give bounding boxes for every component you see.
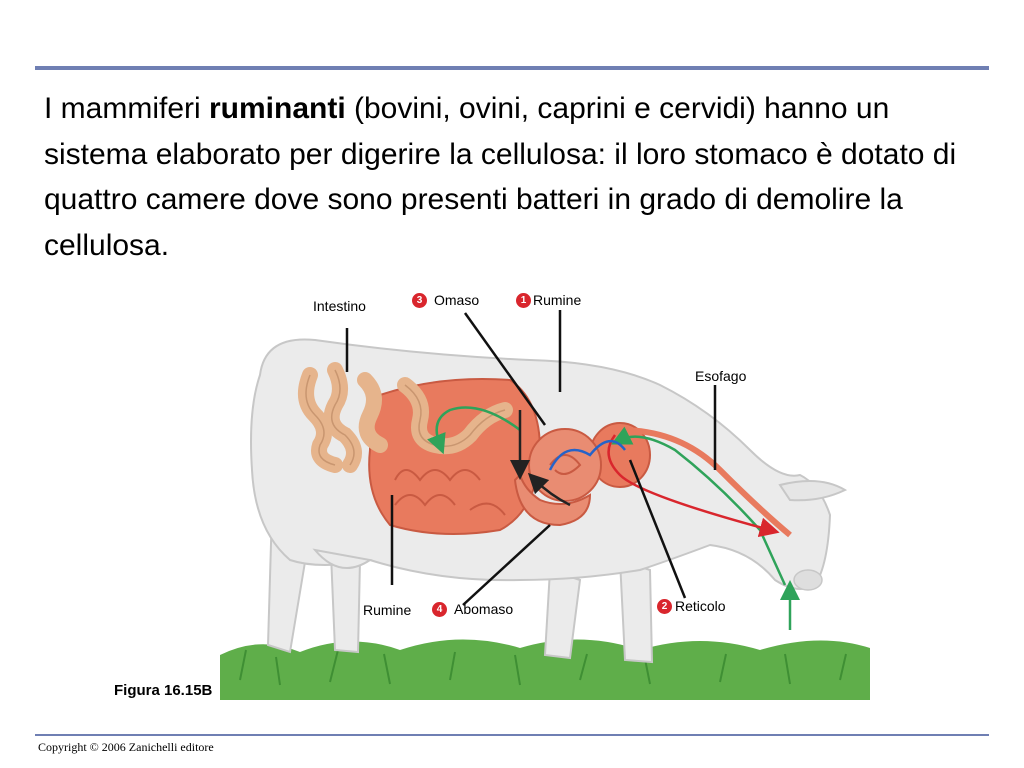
bottom-rule xyxy=(35,734,989,736)
rumen-chamber xyxy=(369,379,540,534)
label-rumine-top: Rumine xyxy=(533,292,582,308)
figure-caption: Figura 16.15B xyxy=(114,682,213,699)
copyright-footer: Copyright © 2006 Zanichelli editore xyxy=(38,740,214,754)
label-esofago: Esofago xyxy=(695,368,747,384)
label-intestino: Intestino xyxy=(313,298,366,314)
omasum-chamber xyxy=(529,429,601,501)
emphasis-ruminanti: ruminanti xyxy=(209,92,346,125)
label-abomaso: Abomaso xyxy=(454,601,514,617)
badge-omaso: 3 xyxy=(412,293,427,308)
cow-illustration xyxy=(220,280,870,700)
badge-reticolo: 2 xyxy=(657,599,672,614)
badge-abomaso: 4 xyxy=(432,602,447,617)
badge-rumine: 1 xyxy=(516,293,531,308)
cow-digestive-diagram xyxy=(220,280,870,700)
top-rule xyxy=(35,66,989,70)
intro-text: I mammiferi ruminanti (bovini, ovini, caprini e cervidi) hanno un sistema elaborato per digerire la cellulosa: il loro stomaco è dotato di quattro camere dove sono presenti batteri in grado di demolire la cellulosa. xyxy=(44,92,957,262)
label-rumine-bottom: Rumine xyxy=(363,602,412,618)
label-reticolo: Reticolo xyxy=(675,598,726,614)
label-omaso: Omaso xyxy=(434,292,480,308)
